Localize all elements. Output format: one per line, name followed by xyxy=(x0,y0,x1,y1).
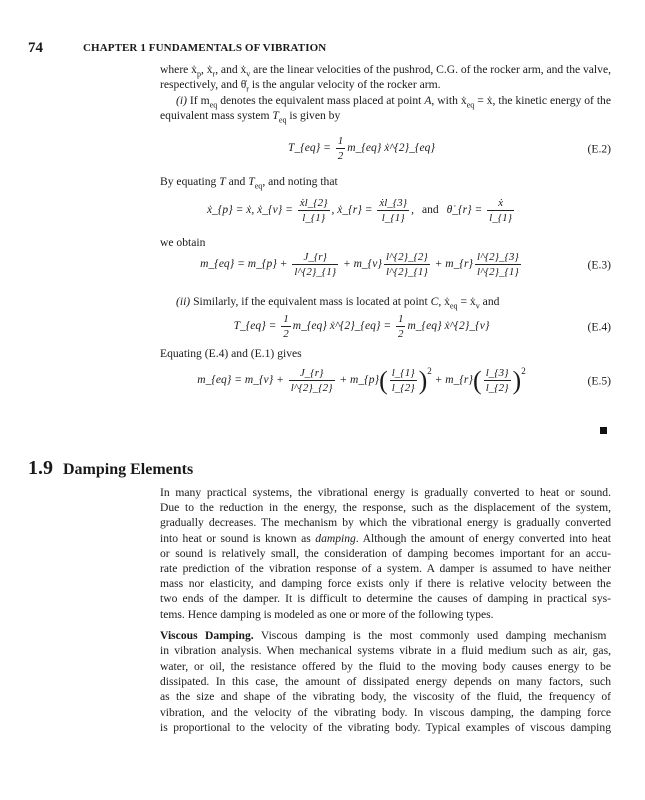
fraction xyxy=(487,196,514,225)
fraction xyxy=(390,366,417,395)
fraction-denominator: l_{2} xyxy=(391,382,415,394)
section-title: Damping Elements xyxy=(63,461,194,478)
text-line xyxy=(160,78,611,92)
line-text: dissipated. In this case, the amount of dissipated energy depends on many factors, such xyxy=(160,674,611,688)
line-text: water, or oil, the resistance offered by the fluid to the moving body causes energy to be xyxy=(160,659,611,673)
equation-term: m_{eq} = m_{v} + xyxy=(197,374,287,387)
text-line xyxy=(160,236,611,250)
equation-term: T_{eq} = xyxy=(233,320,280,333)
paragraph-line xyxy=(160,501,611,515)
text-line xyxy=(160,109,611,123)
fraction xyxy=(377,196,409,225)
equation-term: ẋ_{p} = ẋ, ẋ_{v} = xyxy=(206,204,296,217)
line-text: equivalent mass system $T_{eq}$ is given by xyxy=(160,109,341,125)
equation-number: (E.2) xyxy=(587,142,611,155)
section-heading xyxy=(28,457,193,480)
fraction-numerator: l^{2}_{3} xyxy=(477,251,519,263)
fraction xyxy=(292,250,338,279)
fraction-numerator: l_{3} xyxy=(485,367,509,379)
equation-term: T_{eq} = xyxy=(288,142,334,155)
paragraph-line xyxy=(160,721,611,735)
running-header xyxy=(28,40,327,57)
paragraph-line xyxy=(160,592,611,606)
paragraph-line xyxy=(160,547,611,561)
fraction-denominator: l^{2}_{1} xyxy=(294,266,337,278)
line-text: vibration, and the velocity of the vibrating body. In viscous damping, the damping force xyxy=(160,705,611,719)
line-text: gradually decreases. The mechanism by which the vibrational energy is gradually converted xyxy=(160,516,611,530)
line-text: (ii) Similarly, if the equivalent mass is located at point C, ẋ$_{eq}$ = ẋ$_v$ and xyxy=(176,295,500,311)
line-text: rate prediction of the vibration response of a system. A damper is assumed to have neither xyxy=(160,562,611,575)
line-text: two ends of the damper. It is difficult to determine the causes of damping in practical sys- xyxy=(160,592,611,606)
line-text: Viscous Damping. Viscous damping is the most commonly used damping mechanism xyxy=(160,629,607,642)
fraction xyxy=(289,366,335,395)
equation-term: m_{eq} ẋ^{2}_{eq} = xyxy=(292,320,394,333)
fraction xyxy=(298,196,330,225)
fraction-numerator: J_{r} xyxy=(292,250,338,265)
line-text: or sound is relatively small, the consideration of damping becomes important for an accu- xyxy=(160,546,611,560)
right-parenthesis: ) xyxy=(512,365,522,395)
paragraph-line xyxy=(160,660,611,674)
paragraph-line xyxy=(160,706,611,720)
fraction-numerator: ẋl_{3} xyxy=(379,197,408,209)
fraction-denominator: 2 xyxy=(337,150,344,162)
text-line xyxy=(160,63,611,77)
equation-conjunction: and xyxy=(421,204,439,217)
line-text: By equating T and $T_{eq}$, and noting that xyxy=(160,175,338,191)
left-parenthesis: ( xyxy=(473,365,482,395)
fraction-numerator: l^{2}_{2} xyxy=(385,251,428,263)
end-of-example-mark xyxy=(600,427,607,434)
fraction xyxy=(281,312,291,341)
paragraph-line xyxy=(160,486,611,500)
paragraph-line xyxy=(160,608,611,622)
fraction xyxy=(336,134,346,163)
fraction xyxy=(475,250,521,279)
equation-number: (E.4) xyxy=(587,320,611,333)
equation-term: m_{eq} ẋ^{2}_{eq} xyxy=(347,142,435,155)
fraction-denominator: 2 xyxy=(397,328,404,340)
line-text: tems. Hence damping is modeled as one or more of the following types. xyxy=(160,607,494,621)
equation-term: , xyxy=(411,204,414,217)
paragraph-line xyxy=(160,562,611,576)
equation-term: + m_{r} xyxy=(431,258,474,271)
line-text: into heat or sound is known as damping. Although the amount of energy converted into heat xyxy=(160,531,611,545)
text-line xyxy=(160,94,611,108)
line-text: mass nor elasticity, and damping force exists only if there is relative velocity between the xyxy=(160,577,611,591)
equation xyxy=(160,250,611,279)
line-text: In many practical systems, the vibrational energy is gradually converted to heat or sound. xyxy=(160,486,611,499)
equation xyxy=(160,134,611,163)
line-text: (i) If $m_{eq}$ denotes the equivalent mass placed at point A, with ẋ$_{eq}$ = ẋ, the kinetic energy of the xyxy=(176,94,611,110)
equation-term: m_{eq} ẋ^{2}_{v} xyxy=(407,320,490,333)
text-line xyxy=(160,347,611,361)
equation xyxy=(160,312,611,341)
line-text: as the size and shape of the vibrating body, the viscosity of the fluid, the frequency of xyxy=(160,690,611,704)
paragraph-line xyxy=(160,675,611,689)
line-text: is proportional to the velocity of the vibrating body. Typical examples of viscous damping xyxy=(160,720,611,734)
equation xyxy=(160,366,611,395)
line-text: Due to the reduction in the energy, the response, such as the displacement of the system, xyxy=(160,501,611,515)
section-number: 1.9 xyxy=(28,457,53,479)
equation-term: m_{eq} = m_{p} + xyxy=(200,258,291,271)
fraction-denominator: l_{1} xyxy=(302,212,326,224)
line-text: in vibration analysis. When mechanical systems vibrate in a fluid medium such as air, gas, xyxy=(160,644,611,658)
fraction-numerator: 1 xyxy=(337,135,344,147)
left-parenthesis: ( xyxy=(379,365,388,395)
equation-term: + m_{v} xyxy=(340,258,382,271)
fraction-denominator: l_{2} xyxy=(485,382,509,394)
line-text: we obtain xyxy=(160,236,206,249)
fraction-numerator: 1 xyxy=(283,313,289,325)
fraction-numerator: J_{r} xyxy=(289,366,335,381)
text-line xyxy=(160,175,611,189)
fraction-denominator: l^{2}_{1} xyxy=(385,266,428,278)
equation-number: (E.3) xyxy=(587,258,611,271)
fraction-denominator: 2 xyxy=(283,328,289,340)
equation-term: θ̇_{r} = xyxy=(446,204,486,217)
fraction-denominator: l_{1} xyxy=(381,212,405,224)
chapter-title: CHAPTER 1 FUNDAMENTALS OF VIBRATION xyxy=(83,42,327,54)
equation-term: + m_{p} xyxy=(336,374,380,387)
exponent: 2 xyxy=(521,366,526,376)
fraction xyxy=(396,312,406,341)
paragraph-line xyxy=(160,644,611,658)
parenthesized-fraction xyxy=(473,366,526,395)
fraction-denominator: l_{1} xyxy=(489,212,513,224)
text-line xyxy=(160,295,611,309)
line-text: respectively, and $\thetȧ_r$ is the angular velocity of the rocker arm. xyxy=(160,78,441,94)
fraction xyxy=(384,250,430,279)
line-text: Equating (E.4) and (E.1) gives xyxy=(160,347,302,360)
fraction-numerator: ẋ xyxy=(487,196,514,211)
equation-number: (E.5) xyxy=(587,374,611,387)
line-text: where ẋ$_p$, ẋ$_r$, and ẋ$_v$ are the linear velocities of the pushrod, C.G. of the rocker arm, and the valve, xyxy=(160,63,611,79)
page-number: 74 xyxy=(28,40,43,56)
right-parenthesis: ) xyxy=(418,365,428,395)
fraction-numerator: l_{1} xyxy=(391,367,415,379)
paragraph-line xyxy=(160,532,611,546)
paragraph-line xyxy=(160,629,611,643)
parenthesized-fraction xyxy=(379,366,432,395)
fraction-numerator: 1 xyxy=(397,313,404,325)
paragraph-line xyxy=(160,577,611,591)
fraction xyxy=(484,366,511,395)
equation-term: + m_{r} xyxy=(431,374,474,387)
paragraph-line xyxy=(160,516,611,530)
equation-term: , ẋ_{r} = xyxy=(331,204,376,217)
equation xyxy=(160,196,611,225)
fraction-numerator: ẋl_{2} xyxy=(299,197,328,209)
fraction-denominator: l^{2}_{1} xyxy=(477,266,519,278)
paragraph-line xyxy=(160,690,611,704)
exponent: 2 xyxy=(427,366,432,376)
fraction-denominator: l^{2}_{2} xyxy=(290,382,333,394)
